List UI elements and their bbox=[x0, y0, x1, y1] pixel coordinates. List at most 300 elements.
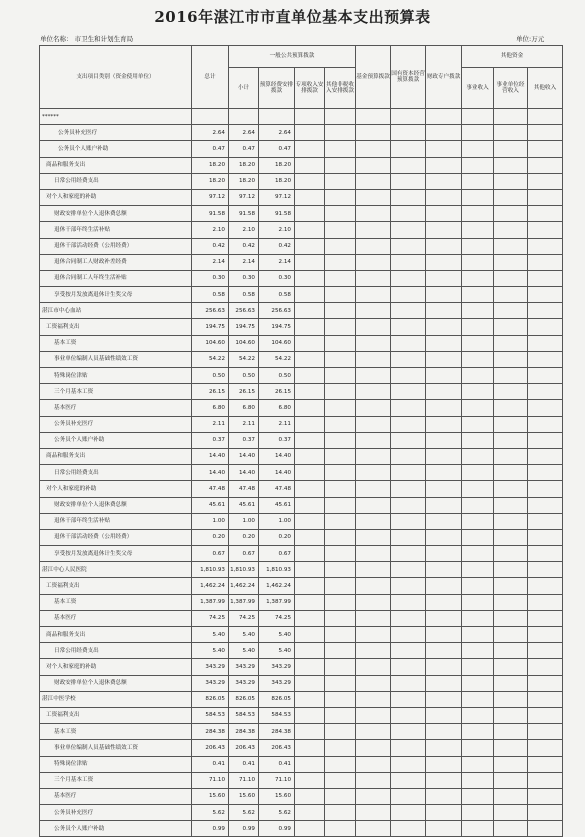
header-special-income: 专项收入安排拨款 bbox=[295, 68, 325, 109]
row-subtotal: 5.40 bbox=[229, 643, 259, 659]
row-budget: 343.29 bbox=[259, 659, 295, 675]
empty-cell bbox=[494, 788, 528, 804]
empty-cell bbox=[426, 238, 462, 254]
empty-cell bbox=[528, 287, 563, 303]
empty-cell bbox=[426, 416, 462, 432]
table-row bbox=[40, 562, 563, 578]
empty-cell bbox=[295, 335, 325, 351]
empty-cell bbox=[528, 707, 563, 723]
empty-cell bbox=[325, 788, 356, 804]
table-row bbox=[40, 303, 563, 319]
empty-cell bbox=[356, 335, 391, 351]
row-budget: 0.30 bbox=[259, 270, 295, 286]
empty-cell bbox=[528, 659, 563, 675]
row-budget: 0.47 bbox=[259, 141, 295, 157]
empty-cell bbox=[391, 141, 426, 157]
empty-cell bbox=[325, 805, 356, 821]
row-category: 公务员补充医疗 bbox=[40, 416, 192, 432]
empty-cell bbox=[426, 821, 462, 837]
row-budget: 5.40 bbox=[259, 643, 295, 659]
empty-cell bbox=[426, 189, 462, 205]
row-budget: 18.20 bbox=[259, 173, 295, 189]
empty-cell bbox=[391, 562, 426, 578]
table-row bbox=[40, 788, 563, 804]
empty-cell bbox=[426, 368, 462, 384]
empty-cell bbox=[494, 756, 528, 772]
empty-cell bbox=[356, 254, 391, 270]
empty-cell bbox=[356, 432, 391, 448]
empty-cell bbox=[356, 756, 391, 772]
row-budget: 0.50 bbox=[259, 368, 295, 384]
empty-cell bbox=[494, 141, 528, 157]
row-category: 财政安排单位个人退休费总额 bbox=[40, 206, 192, 222]
empty-cell bbox=[295, 788, 325, 804]
empty-cell bbox=[462, 141, 494, 157]
table-row bbox=[40, 772, 563, 788]
empty-cell bbox=[295, 724, 325, 740]
empty-cell bbox=[356, 707, 391, 723]
empty-cell bbox=[391, 400, 426, 416]
empty-cell bbox=[325, 724, 356, 740]
empty-cell bbox=[462, 610, 494, 626]
row-total: 0.20 bbox=[192, 529, 229, 545]
row-subtotal: 6.80 bbox=[229, 400, 259, 416]
row-category: 工资福利支出 bbox=[40, 319, 192, 335]
empty-cell bbox=[295, 643, 325, 659]
table-row bbox=[40, 594, 563, 610]
row-total: 18.20 bbox=[192, 157, 229, 173]
empty-cell bbox=[494, 351, 528, 367]
table-row bbox=[40, 416, 563, 432]
empty-cell bbox=[325, 562, 356, 578]
empty-cell bbox=[325, 643, 356, 659]
empty-cell bbox=[391, 189, 426, 205]
empty-cell bbox=[391, 222, 426, 238]
empty-cell bbox=[494, 432, 528, 448]
empty-cell bbox=[528, 368, 563, 384]
empty-cell bbox=[528, 432, 563, 448]
row-subtotal: 2.10 bbox=[229, 222, 259, 238]
empty-cell bbox=[325, 351, 356, 367]
empty-cell bbox=[356, 627, 391, 643]
empty-cell bbox=[325, 707, 356, 723]
row-subtotal: 0.42 bbox=[229, 238, 259, 254]
empty-cell bbox=[528, 643, 563, 659]
row-subtotal: 97.12 bbox=[229, 189, 259, 205]
empty-cell bbox=[528, 157, 563, 173]
empty-cell bbox=[295, 497, 325, 513]
row-budget: 0.37 bbox=[259, 432, 295, 448]
row-subtotal: 0.30 bbox=[229, 270, 259, 286]
empty-cell bbox=[494, 173, 528, 189]
empty-cell bbox=[494, 691, 528, 707]
empty-cell bbox=[295, 465, 325, 481]
row-total: 1,387.99 bbox=[192, 594, 229, 610]
empty-cell bbox=[295, 610, 325, 626]
row-subtotal: 18.20 bbox=[229, 173, 259, 189]
row-total: 71.10 bbox=[192, 772, 229, 788]
empty-cell bbox=[494, 643, 528, 659]
empty-cell bbox=[528, 384, 563, 400]
empty-cell bbox=[325, 254, 356, 270]
empty-cell bbox=[494, 448, 528, 464]
header-fund-budget: 基金预算拨款 bbox=[356, 46, 391, 109]
empty-cell bbox=[462, 627, 494, 643]
row-category: 退休干部活动经费（公用经费） bbox=[40, 529, 192, 545]
empty-cell bbox=[426, 724, 462, 740]
empty-cell bbox=[462, 481, 494, 497]
row-total: 104.60 bbox=[192, 335, 229, 351]
row-category: 财政安排单位个人退休费总额 bbox=[40, 497, 192, 513]
empty-cell bbox=[391, 691, 426, 707]
empty-cell bbox=[426, 254, 462, 270]
row-total: 2.10 bbox=[192, 222, 229, 238]
row-category: 财政安排单位个人退休费总额 bbox=[40, 675, 192, 691]
empty-cell bbox=[356, 222, 391, 238]
empty-cell bbox=[426, 335, 462, 351]
empty-cell bbox=[356, 189, 391, 205]
row-budget: 2.14 bbox=[259, 254, 295, 270]
empty-cell bbox=[295, 578, 325, 594]
empty-cell bbox=[356, 513, 391, 529]
empty-cell bbox=[462, 691, 494, 707]
row-total: 54.22 bbox=[192, 351, 229, 367]
table-row bbox=[40, 691, 563, 707]
empty-cell bbox=[426, 109, 462, 125]
empty-cell bbox=[391, 432, 426, 448]
row-budget: 284.38 bbox=[259, 724, 295, 740]
row-category: 退休合同制工人财政补差经费 bbox=[40, 254, 192, 270]
empty-cell bbox=[356, 675, 391, 691]
row-total: 0.41 bbox=[192, 756, 229, 772]
empty-cell bbox=[295, 659, 325, 675]
empty-cell bbox=[356, 384, 391, 400]
row-total: 91.58 bbox=[192, 206, 229, 222]
empty-cell bbox=[325, 368, 356, 384]
empty-cell bbox=[391, 173, 426, 189]
empty-cell bbox=[494, 400, 528, 416]
row-subtotal: 0.50 bbox=[229, 368, 259, 384]
empty-cell bbox=[462, 643, 494, 659]
row-category: 享受按月发放离退休计生奖父母 bbox=[40, 287, 192, 303]
empty-cell bbox=[462, 125, 494, 141]
empty-cell bbox=[325, 303, 356, 319]
header-other-nontax: 其他非税收入安排拨款 bbox=[325, 68, 356, 109]
table-row bbox=[40, 481, 563, 497]
empty-cell bbox=[462, 416, 494, 432]
empty-cell bbox=[325, 659, 356, 675]
empty-cell bbox=[462, 724, 494, 740]
row-budget: 0.58 bbox=[259, 287, 295, 303]
row-subtotal: 0.37 bbox=[229, 432, 259, 448]
row-category: 退休合同制工人年终生活补贴 bbox=[40, 270, 192, 286]
row-total: 256.63 bbox=[192, 303, 229, 319]
row-category: 公务员个人账户补助 bbox=[40, 432, 192, 448]
empty-cell bbox=[325, 465, 356, 481]
empty-cell bbox=[356, 578, 391, 594]
empty-cell bbox=[295, 238, 325, 254]
header-subtotal: 小计 bbox=[229, 68, 259, 109]
empty-cell bbox=[426, 513, 462, 529]
table-row bbox=[40, 643, 563, 659]
row-total: 1.00 bbox=[192, 513, 229, 529]
empty-cell bbox=[528, 756, 563, 772]
row-total: 343.29 bbox=[192, 659, 229, 675]
empty-cell bbox=[426, 222, 462, 238]
empty-cell bbox=[528, 319, 563, 335]
empty-cell bbox=[391, 109, 426, 125]
empty-cell bbox=[462, 368, 494, 384]
empty-cell bbox=[391, 254, 426, 270]
empty-cell bbox=[356, 594, 391, 610]
empty-cell bbox=[325, 109, 356, 125]
row-total bbox=[192, 109, 229, 125]
empty-cell bbox=[462, 335, 494, 351]
empty-cell bbox=[426, 270, 462, 286]
row-budget: 0.41 bbox=[259, 756, 295, 772]
empty-cell bbox=[528, 109, 563, 125]
row-category: 公务员补充医疗 bbox=[40, 125, 192, 141]
row-subtotal: 0.41 bbox=[229, 756, 259, 772]
empty-cell bbox=[356, 303, 391, 319]
empty-cell bbox=[494, 578, 528, 594]
empty-cell bbox=[325, 287, 356, 303]
empty-cell bbox=[356, 351, 391, 367]
empty-cell bbox=[462, 805, 494, 821]
empty-cell bbox=[295, 206, 325, 222]
empty-cell bbox=[325, 772, 356, 788]
table-row bbox=[40, 157, 563, 173]
row-category: 退休干部年终生活补贴 bbox=[40, 222, 192, 238]
empty-cell bbox=[391, 675, 426, 691]
table-row bbox=[40, 319, 563, 335]
row-budget: 2.10 bbox=[259, 222, 295, 238]
empty-cell bbox=[391, 497, 426, 513]
empty-cell bbox=[528, 270, 563, 286]
table-row bbox=[40, 335, 563, 351]
empty-cell bbox=[295, 109, 325, 125]
empty-cell bbox=[391, 335, 426, 351]
row-category: 特殊岗位津贴 bbox=[40, 756, 192, 772]
empty-cell bbox=[462, 270, 494, 286]
empty-cell bbox=[325, 756, 356, 772]
empty-cell bbox=[295, 222, 325, 238]
table-row bbox=[40, 805, 563, 821]
empty-cell bbox=[494, 287, 528, 303]
table-row bbox=[40, 287, 563, 303]
empty-cell bbox=[462, 254, 494, 270]
empty-cell bbox=[494, 546, 528, 562]
empty-cell bbox=[426, 319, 462, 335]
empty-cell bbox=[295, 303, 325, 319]
empty-cell bbox=[295, 529, 325, 545]
row-total: 206.43 bbox=[192, 740, 229, 756]
empty-cell bbox=[356, 562, 391, 578]
table-row bbox=[40, 351, 563, 367]
row-budget: 14.40 bbox=[259, 465, 295, 481]
empty-cell bbox=[528, 303, 563, 319]
empty-cell bbox=[426, 740, 462, 756]
row-budget: 206.43 bbox=[259, 740, 295, 756]
row-total: 343.29 bbox=[192, 675, 229, 691]
header-state-capital: 国有资本经营预算拨款 bbox=[391, 46, 426, 109]
empty-cell bbox=[295, 141, 325, 157]
empty-cell bbox=[462, 740, 494, 756]
empty-cell bbox=[494, 562, 528, 578]
row-budget: 0.20 bbox=[259, 529, 295, 545]
empty-cell bbox=[426, 772, 462, 788]
table-row bbox=[40, 821, 563, 837]
empty-cell bbox=[528, 691, 563, 707]
row-category: 日常公用经费支出 bbox=[40, 465, 192, 481]
empty-cell bbox=[494, 724, 528, 740]
empty-cell bbox=[391, 594, 426, 610]
empty-cell bbox=[325, 206, 356, 222]
empty-cell bbox=[494, 157, 528, 173]
row-category: 基本医疗 bbox=[40, 400, 192, 416]
empty-cell bbox=[494, 675, 528, 691]
empty-cell bbox=[391, 303, 426, 319]
empty-cell bbox=[391, 416, 426, 432]
empty-cell bbox=[391, 368, 426, 384]
empty-cell bbox=[528, 610, 563, 626]
header-other-income: 其他收入 bbox=[528, 68, 563, 109]
empty-cell bbox=[356, 546, 391, 562]
row-subtotal: 584.53 bbox=[229, 707, 259, 723]
row-budget: 5.40 bbox=[259, 627, 295, 643]
table-row bbox=[40, 222, 563, 238]
empty-cell bbox=[426, 497, 462, 513]
empty-cell bbox=[356, 238, 391, 254]
empty-cell bbox=[462, 821, 494, 837]
empty-cell bbox=[528, 546, 563, 562]
empty-cell bbox=[528, 497, 563, 513]
empty-cell bbox=[325, 481, 356, 497]
row-category: 商品和服务支出 bbox=[40, 448, 192, 464]
row-budget: 74.25 bbox=[259, 610, 295, 626]
empty-cell bbox=[426, 481, 462, 497]
row-budget: 47.48 bbox=[259, 481, 295, 497]
empty-cell bbox=[462, 238, 494, 254]
row-total: 14.40 bbox=[192, 448, 229, 464]
row-category: 三个月基本工资 bbox=[40, 772, 192, 788]
empty-cell bbox=[391, 206, 426, 222]
empty-cell bbox=[462, 319, 494, 335]
empty-cell bbox=[528, 529, 563, 545]
empty-cell bbox=[426, 562, 462, 578]
row-subtotal: 1,462.24 bbox=[229, 578, 259, 594]
row-budget: 826.05 bbox=[259, 691, 295, 707]
empty-cell bbox=[462, 287, 494, 303]
row-category: 事业单位编制人员基础性绩效工资 bbox=[40, 351, 192, 367]
empty-cell bbox=[494, 368, 528, 384]
empty-cell bbox=[528, 578, 563, 594]
empty-cell bbox=[528, 724, 563, 740]
empty-cell bbox=[494, 109, 528, 125]
empty-cell bbox=[356, 287, 391, 303]
table-row bbox=[40, 109, 563, 125]
empty-cell bbox=[391, 351, 426, 367]
row-budget: 343.29 bbox=[259, 675, 295, 691]
header-other-funds: 其他资金 bbox=[462, 46, 563, 68]
table-row bbox=[40, 497, 563, 513]
row-total: 0.67 bbox=[192, 546, 229, 562]
table-row bbox=[40, 578, 563, 594]
empty-cell bbox=[295, 254, 325, 270]
row-subtotal: 5.40 bbox=[229, 627, 259, 643]
empty-cell bbox=[528, 562, 563, 578]
empty-cell bbox=[462, 513, 494, 529]
empty-cell bbox=[295, 173, 325, 189]
empty-cell bbox=[391, 513, 426, 529]
header-budget-arranged: 预算经费安排拨款 bbox=[259, 68, 295, 109]
empty-cell bbox=[391, 238, 426, 254]
table-row bbox=[40, 448, 563, 464]
empty-cell bbox=[325, 594, 356, 610]
empty-cell bbox=[528, 448, 563, 464]
row-budget: 0.42 bbox=[259, 238, 295, 254]
empty-cell bbox=[325, 222, 356, 238]
empty-cell bbox=[295, 805, 325, 821]
row-budget: 1,810.93 bbox=[259, 562, 295, 578]
empty-cell bbox=[462, 578, 494, 594]
row-subtotal: 206.43 bbox=[229, 740, 259, 756]
empty-cell bbox=[494, 707, 528, 723]
row-subtotal: 343.29 bbox=[229, 675, 259, 691]
empty-cell bbox=[494, 319, 528, 335]
empty-cell bbox=[356, 173, 391, 189]
empty-cell bbox=[426, 351, 462, 367]
row-total: 45.61 bbox=[192, 497, 229, 513]
empty-cell bbox=[426, 303, 462, 319]
row-total: 194.75 bbox=[192, 319, 229, 335]
row-budget: 6.80 bbox=[259, 400, 295, 416]
empty-cell bbox=[528, 675, 563, 691]
row-category: 商品和服务支出 bbox=[40, 627, 192, 643]
empty-cell bbox=[356, 465, 391, 481]
row-total: 0.47 bbox=[192, 141, 229, 157]
row-total: 5.40 bbox=[192, 627, 229, 643]
row-subtotal: 0.58 bbox=[229, 287, 259, 303]
header-total: 总计 bbox=[192, 46, 229, 109]
page-title: 2016年湛江市市直单位基本支出预算表 bbox=[154, 8, 431, 26]
empty-cell bbox=[426, 594, 462, 610]
empty-cell bbox=[494, 206, 528, 222]
row-budget: 54.22 bbox=[259, 351, 295, 367]
row-total: 1,810.93 bbox=[192, 562, 229, 578]
empty-cell bbox=[494, 529, 528, 545]
empty-cell bbox=[356, 805, 391, 821]
table-row bbox=[40, 546, 563, 562]
row-budget: 71.10 bbox=[259, 772, 295, 788]
empty-cell bbox=[356, 125, 391, 141]
empty-cell bbox=[325, 529, 356, 545]
row-total: 26.15 bbox=[192, 384, 229, 400]
table-row bbox=[40, 432, 563, 448]
empty-cell bbox=[528, 416, 563, 432]
empty-cell bbox=[494, 270, 528, 286]
empty-cell bbox=[426, 125, 462, 141]
empty-cell bbox=[426, 384, 462, 400]
row-budget: 26.15 bbox=[259, 384, 295, 400]
empty-cell bbox=[325, 189, 356, 205]
empty-cell bbox=[356, 691, 391, 707]
row-budget: 2.11 bbox=[259, 416, 295, 432]
empty-cell bbox=[325, 546, 356, 562]
empty-cell bbox=[528, 627, 563, 643]
row-category: 工资福利支出 bbox=[40, 578, 192, 594]
empty-cell bbox=[426, 546, 462, 562]
